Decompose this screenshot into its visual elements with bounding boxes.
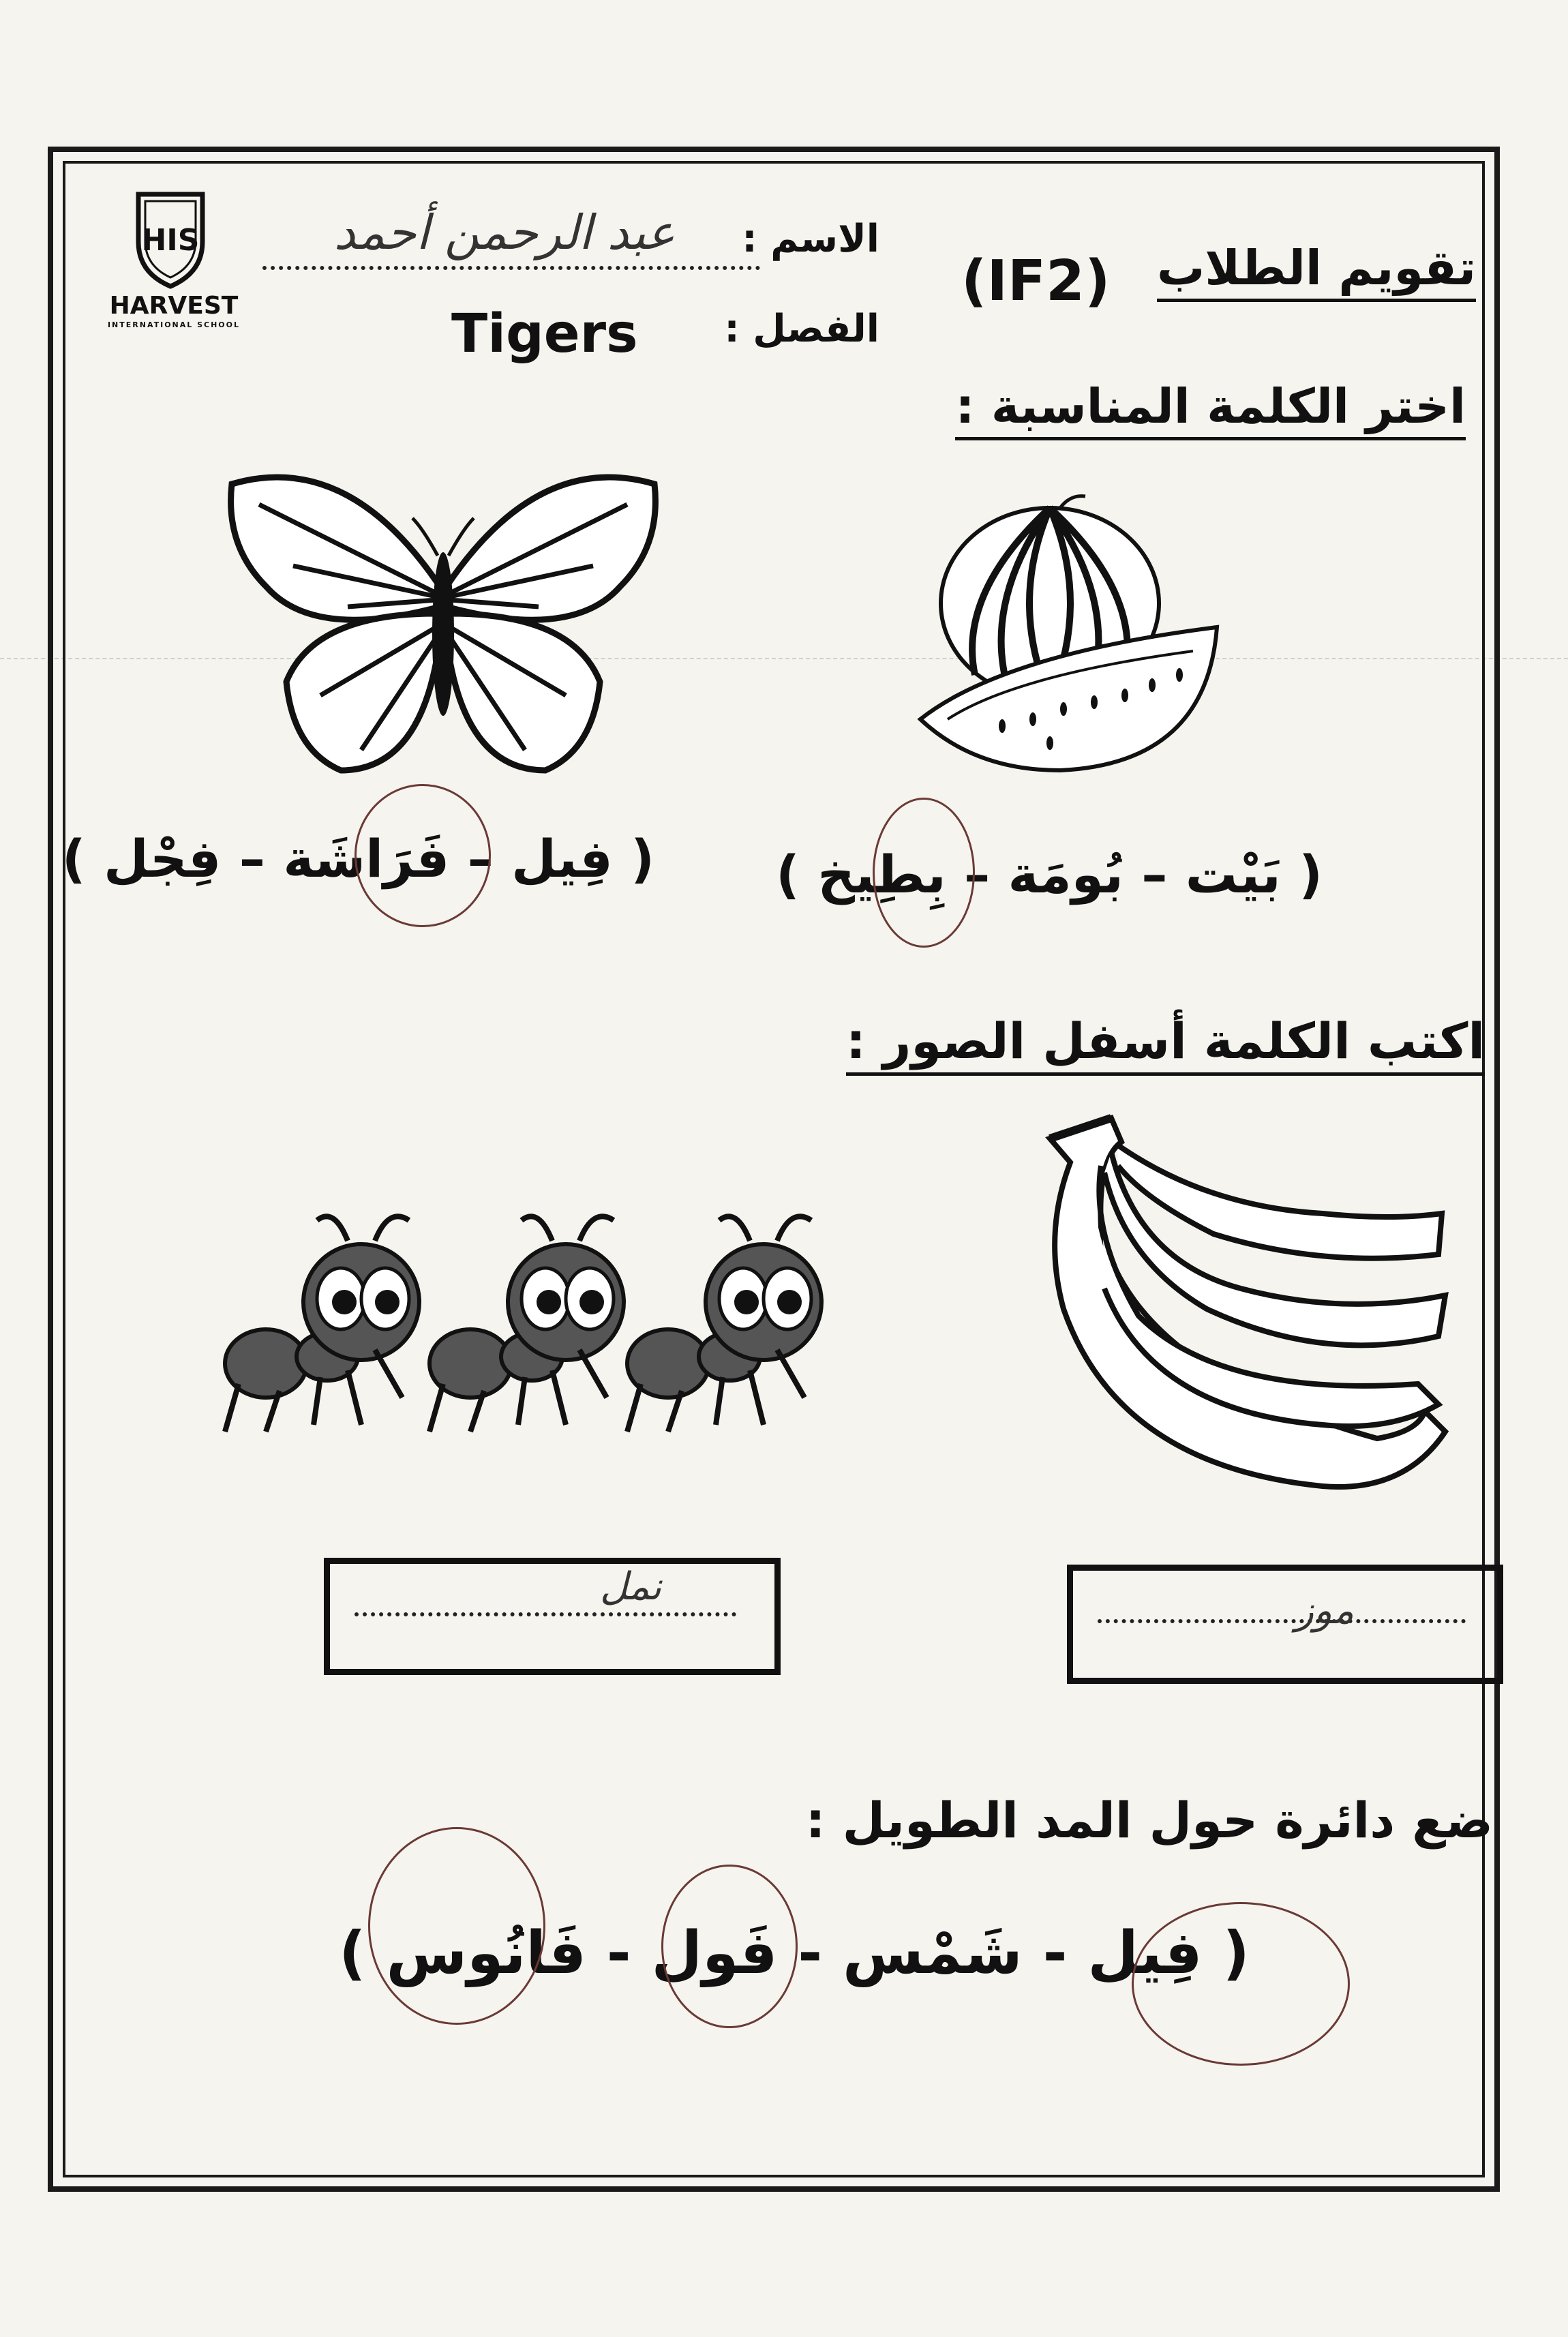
level-label: (IF2) xyxy=(961,249,1111,314)
q2-butterfly-choices: ( فِيل – فَرَاشَة – فِجْل ) xyxy=(61,828,654,889)
section3-instruction: ضع دائرة حول المد الطويل : xyxy=(805,1792,1493,1849)
circle-fil[interactable] xyxy=(1132,1902,1350,2066)
class-value: Tigers xyxy=(451,303,638,365)
q1-answer-circle[interactable] xyxy=(873,798,975,948)
ants-answer-box[interactable] xyxy=(324,1558,781,1675)
q2-answer-circle[interactable] xyxy=(355,784,491,927)
circle-fanoos[interactable] xyxy=(368,1827,545,2025)
bananas-answer-box[interactable] xyxy=(1067,1565,1503,1684)
bananas-answer-handwriting[interactable]: موز xyxy=(1295,1588,1354,1633)
class-label: الفصل : xyxy=(724,307,879,351)
butterfly-image xyxy=(218,464,668,784)
logo-subtitle: INTERNATIONAL SCHOOL xyxy=(107,320,241,329)
q1-watermelon-choices: ( بَيْت – بُومَة – بِطِيخ ) xyxy=(776,844,1323,905)
watermelon-image xyxy=(907,491,1220,784)
bananas-image xyxy=(1036,1111,1445,1493)
name-handwritten-value[interactable]: عبد الرحمن أحمد xyxy=(333,205,676,260)
circle-fool[interactable] xyxy=(661,1865,798,2028)
school-logo xyxy=(95,184,252,341)
section1-instruction: اختر الكلمة المناسبة : xyxy=(955,378,1466,440)
logo-mark: HIS xyxy=(141,223,200,258)
logo-school-name: HARVEST xyxy=(109,292,239,320)
ants-answer-handwriting[interactable]: نمل xyxy=(600,1565,662,1609)
shield-icon xyxy=(133,187,208,290)
name-label: الاسم : xyxy=(742,217,879,261)
long-vowel-words: ( فِيل - شَمْس - فَول - فَانُوس ) xyxy=(339,1919,1250,1987)
page-title: تقويم الطلاب xyxy=(1157,240,1476,302)
ants-answer-line xyxy=(355,1612,736,1616)
ants-image xyxy=(218,1200,832,1473)
bananas-answer-line xyxy=(1098,1619,1466,1623)
section2-instruction: اكتب الكلمة أسفل الصور : xyxy=(846,1012,1485,1076)
ant-illustration xyxy=(225,1216,419,1432)
name-dotted-line xyxy=(262,266,760,270)
